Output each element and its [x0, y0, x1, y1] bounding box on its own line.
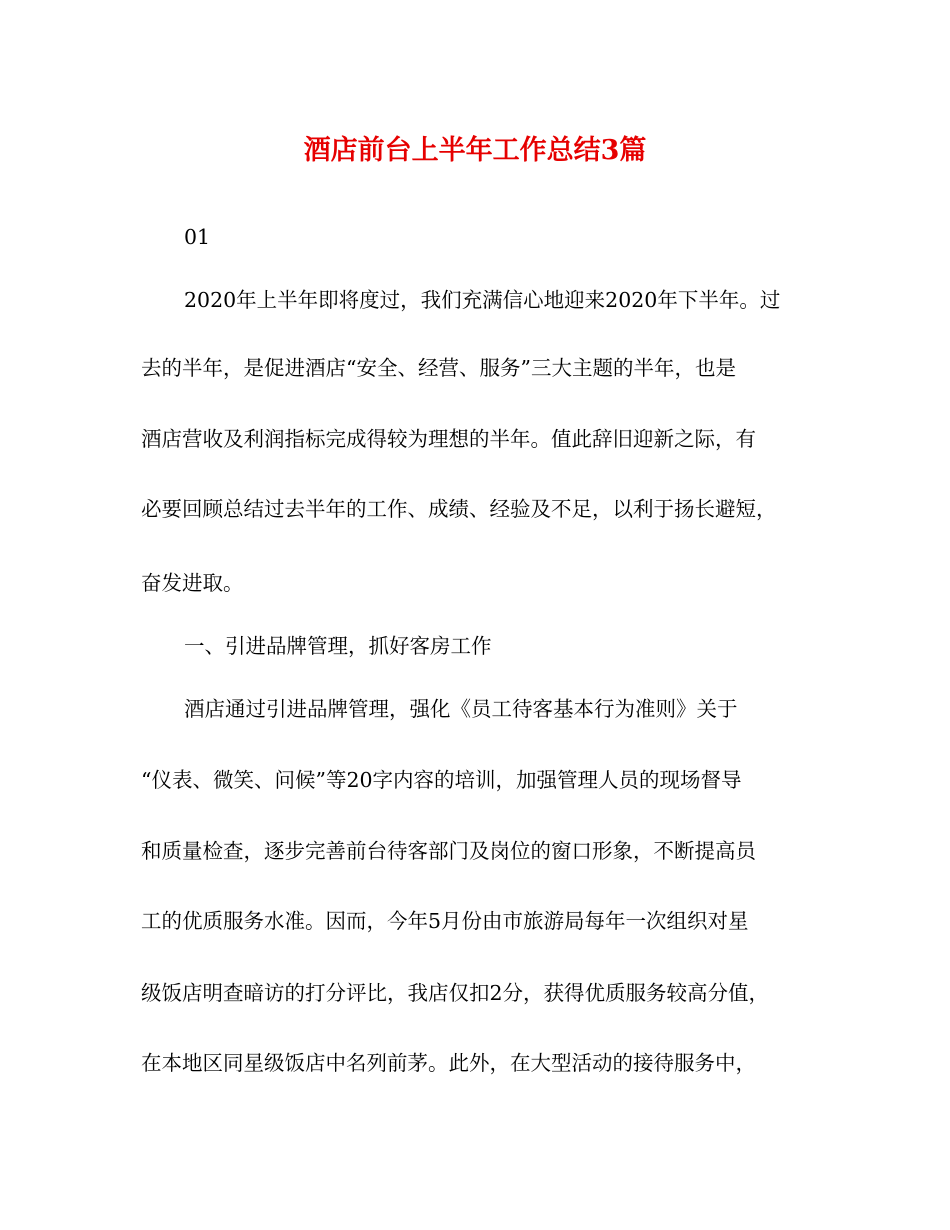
paragraph-line: 奋发进取。 [141, 571, 244, 595]
paragraph-line: 工的优质服务水准。因而，今年5月份由市旅游局每年一次组织对星 [141, 909, 749, 933]
paragraph-line: 酒店通过引进品牌管理，强化《员工待客基本行为准则》关于 [184, 697, 738, 721]
paragraph-line: 在本地区同星级饭店中名列前茅。此外，在大型活动的接待服务中， [141, 1051, 756, 1075]
section-number: 01 [184, 225, 211, 249]
document-title: 酒店前台上半年工作总结3篇 [303, 135, 647, 166]
paragraph-line: “仪表、微笑、问候”等20字内容的培训，加强管理人员的现场督导 [141, 768, 742, 792]
paragraph-line: 去的半年，是促进酒店“安全、经营、服务”三大主题的半年，也是 [141, 356, 736, 380]
paragraph-line: 酒店营收及利润指标完成得较为理想的半年。值此辞旧迎新之际，有 [141, 427, 756, 451]
paragraph-line: 和质量检查，逐步完善前台待客部门及岗位的窗口形象，不断提高员 [141, 839, 756, 863]
paragraph-line: 级饭店明查暗访的打分评比，我店仅扣2分，获得优质服务较高分值， [141, 981, 770, 1005]
section-heading: 一、引进品牌管理，抓好客房工作 [184, 634, 492, 658]
paragraph-line: 2020年上半年即将度过，我们充满信心地迎来2020年下半年。过 [184, 288, 781, 312]
paragraph-line: 必要回顾总结过去半年的工作、成绩、经验及不足，以利于扬长避短， [141, 497, 777, 521]
